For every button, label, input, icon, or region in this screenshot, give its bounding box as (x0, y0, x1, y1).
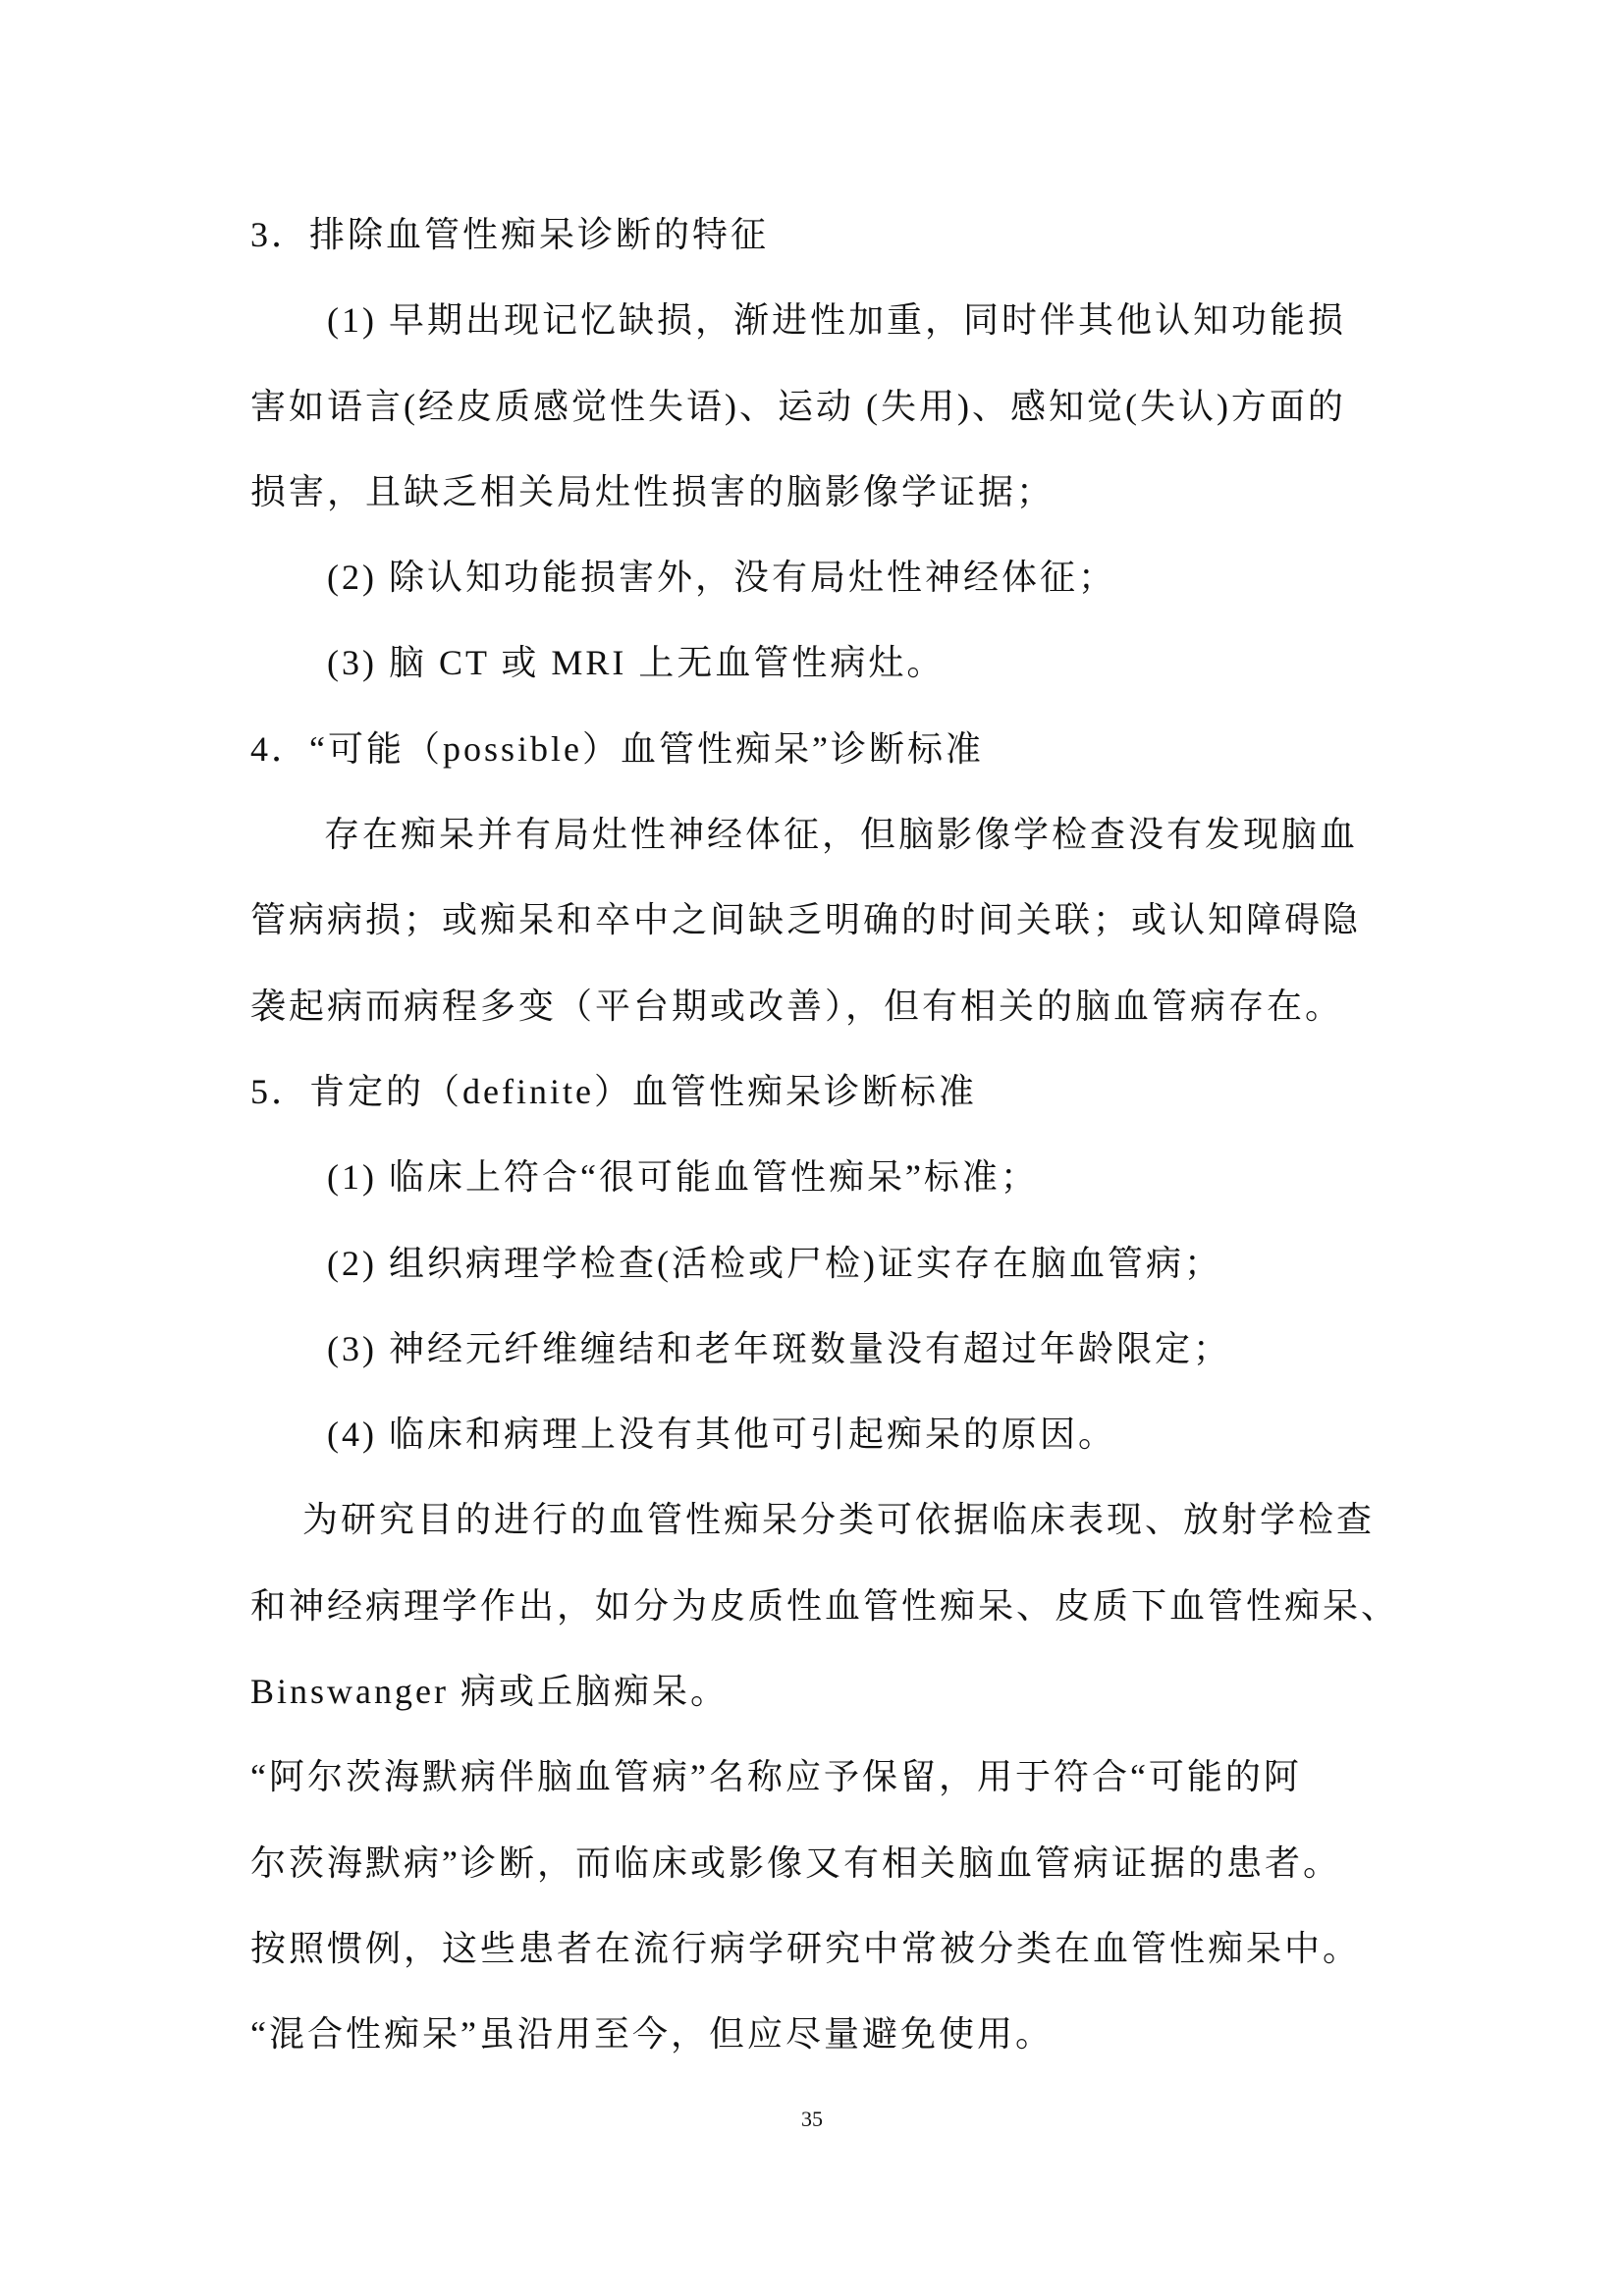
text-line: 尔茨海默病”诊断，而临床或影像又有相关脑血管病证据的患者。 (250, 1842, 1341, 1883)
text-line: 和神经病理学作出，如分为皮质性血管性痴呆、皮质下血管性痴呆、 (250, 1585, 1400, 1626)
text-line: 害如语言(经皮质感觉性失语)、运动 (失用)、感知觉(失认)方面的 (250, 386, 1346, 426)
paragraph-line: 为研究目的进行的血管性痴呆分类可依据临床表现、放射学检查 (302, 1500, 1376, 1540)
text-line: 损害，且缺乏相关局灶性损害的脑影像学证据； (250, 471, 1056, 511)
section-heading: 5．肯定的（definite）血管性痴呆诊断标准 (250, 1071, 977, 1111)
text-line: 按照惯例，这些患者在流行病学研究中常被分类在血管性痴呆中。 (250, 1928, 1362, 1968)
page-number: 35 (801, 2107, 823, 2131)
paragraph-line: “阿尔茨海默病伴脑血管病”名称应予保留，用于符合“可能的阿 (250, 1757, 1302, 1797)
paragraph-line: “混合性痴呆”虽沿用至今，但应尽量避免使用。 (250, 2014, 1054, 2055)
section-heading: 3．排除血管性痴呆诊断的特征 (250, 215, 770, 254)
body-text (0, 192, 1624, 2078)
list-item: (2) 除认知功能损害外，没有局灶性神经体征； (327, 558, 1116, 598)
list-item: (1) 临床上符合“很可能血管性痴呆”标准； (327, 1157, 1039, 1198)
list-item: (4) 临床和病理上没有其他可引起痴呆的原因。 (327, 1415, 1116, 1455)
text-line: 管病病损；或痴呆和卒中之间缺乏明确的时间关联；或认知障碍隐 (250, 900, 1362, 940)
section-heading: 4．“可能（possible）血管性痴呆”诊断标准 (250, 728, 984, 769)
list-item: (3) 神经元纤维缠结和老年斑数量没有超过年龄限定； (327, 1328, 1231, 1368)
paragraph-line: 存在痴呆并有局灶性神经体征，但脑影像学检查没有发现脑血 (324, 815, 1359, 855)
list-item: (1) 早期出现记忆缺损，渐进性加重，同时伴其他认知功能损 (327, 300, 1346, 341)
list-item: (3) 脑 CT 或 MRI 上无血管性病灶。 (327, 643, 946, 683)
text-line: 袭起病而病程多变（平台期或改善），但有相关的脑血管病存在。 (250, 986, 1344, 1026)
text-line: Binswanger 病或丘脑痴呆。 (250, 1672, 729, 1712)
list-item: (2) 组织病理学检查(活检或尸检)证实存在脑血管病； (327, 1243, 1222, 1283)
